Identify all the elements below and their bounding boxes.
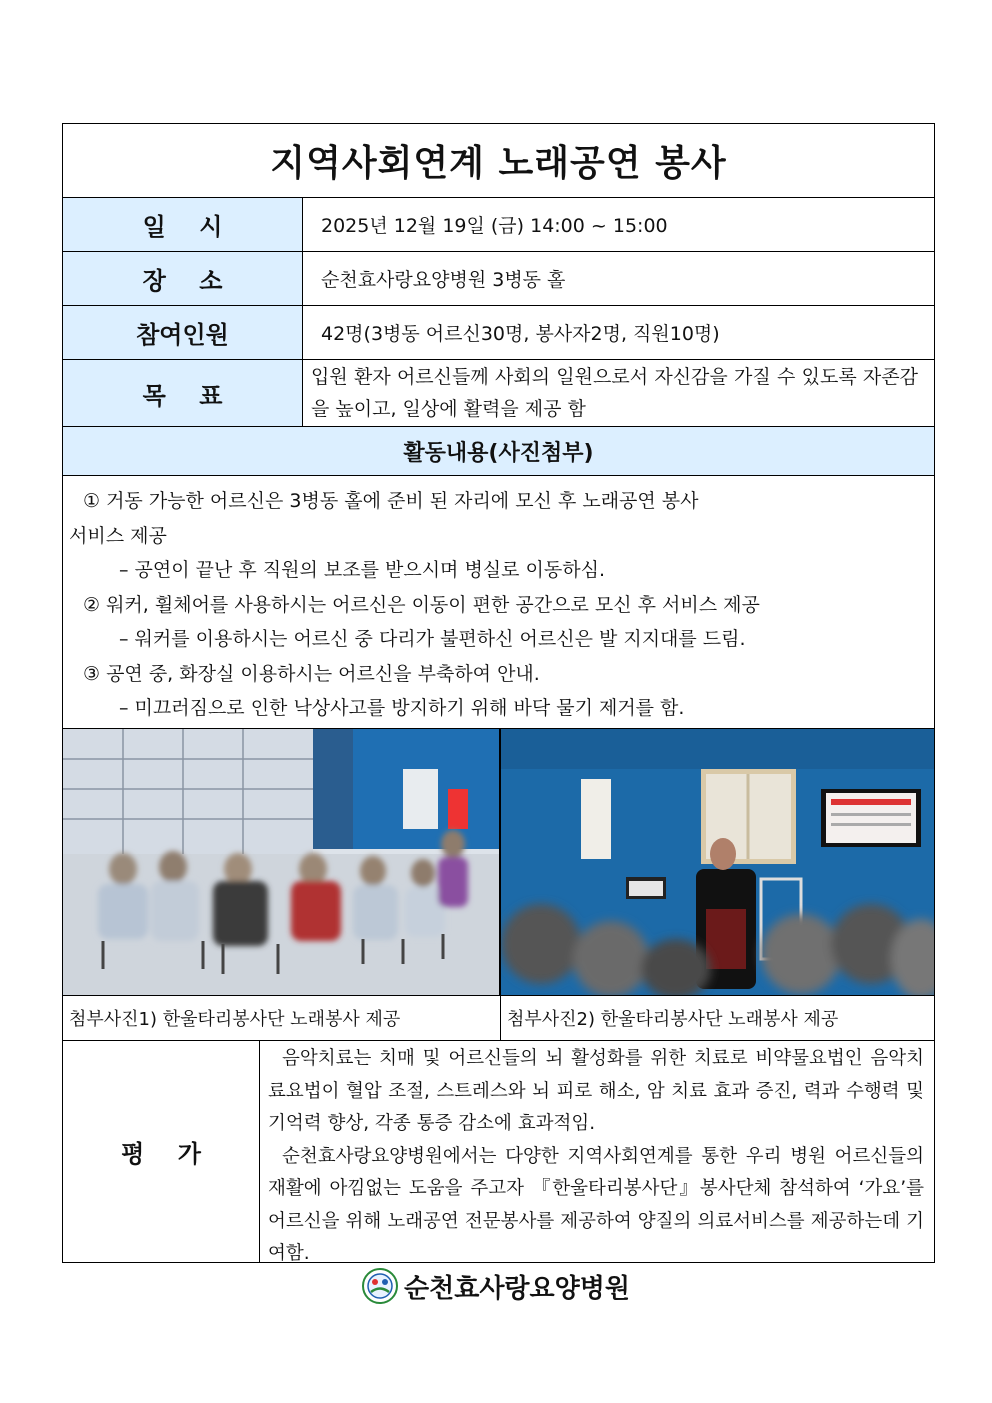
photo2-caption: 첨부사진2) 한울타리봉사단 노래봉사 제공: [507, 1009, 839, 1030]
goal-row: [63, 359, 934, 426]
activity-line: – 공연이 끝난 후 직원의 보조를 받으시며 병실로 이동하심.: [119, 559, 605, 581]
page-title: 지역사회연계 노래공연 봉사: [270, 143, 727, 184]
date-row: [63, 197, 934, 251]
place-label: 장 소: [63, 252, 303, 305]
goal-value: 입원 환자 어르신들께 사회의 일원으로서 자신감을 가질 수 있도록 자존감을 높이고, 일상에 활력을 제공 함: [311, 366, 918, 420]
activity-line: – 미끄러짐으로 인한 낙상사고를 방지하기 위해 바닥 물기 제거를 함.: [119, 697, 685, 719]
evaluation-label: 평 가: [63, 1041, 260, 1262]
date-label: 일 시: [63, 198, 303, 251]
place-value: 순천효사랑요양병원 3병동 홀: [321, 269, 566, 291]
activity-line: 서비스 제공: [69, 524, 167, 547]
people-value: 42명(3병동 어르신30명, 봉사자2명, 직원10명): [321, 323, 720, 345]
evaluation-paragraph: 순천효사랑요양병원에서는 다양한 지역사회연계를 통한 우리 병원 어르신들의 재활에 아낌없는 도움을 주고자 『한울타리봉사단』봉사단체 참석하여 ‘가요’를 어르신을 위해 노래공연 전문봉사를 제공하여 양질의 의료서비스를 제공하는데 기여함.: [268, 1145, 924, 1264]
activity-line: – 워커를 이용하시는 어르신 중 다리가 불편하신 어르신은 발 지지대를 드림.: [119, 628, 746, 650]
place-row: [63, 251, 934, 305]
people-row: [63, 305, 934, 359]
hospital-logo-icon: [362, 1268, 398, 1304]
people-label: 참여인원: [63, 306, 303, 359]
activity-line: ① 거동 가능한 어르신은 3병동 홀에 준비 된 자리에 모신 후 노래공연 봉사: [83, 490, 699, 512]
photo-row: [63, 728, 934, 995]
evaluation-row: [63, 1040, 934, 1262]
caption-row: [63, 995, 934, 1040]
evaluation-text: [260, 1041, 934, 1262]
evaluation-paragraph: 음악치료는 치매 및 어르신들의 뇌 활성화를 위한 치료로 비약물요법인 음악치료요법이 혈압 조절, 스트레스와 뇌 피로 해소, 암 치료 효과 증진, 력과 수행력 및 기억력 향상, 각종 통증 감소에 효과적임.: [268, 1048, 924, 1134]
date-value: 2025년 12월 19일 (금) 14:00 ~ 15:00: [321, 215, 668, 237]
hospital-name: 순천효사랑요양병원: [403, 1273, 631, 1304]
footer: [0, 1266, 992, 1306]
photo1-caption: 첨부사진1) 한울타리봉사단 노래봉사 제공: [63, 996, 501, 1040]
activity-list: [63, 475, 934, 728]
report-document: [62, 123, 935, 1263]
activity-line: ② 워커, 휠체어를 사용하시는 어르신은 이동이 편한 공간으로 모신 후 서비스 제공: [83, 593, 760, 616]
activity-heading: 활동내용(사진첨부): [63, 426, 934, 475]
goal-label: 목 표: [63, 360, 303, 426]
photo-audience: [63, 729, 501, 995]
activity-line: ③ 공연 중, 화장실 이용하시는 어르신을 부축하여 안내.: [83, 662, 540, 685]
photo-performance: [501, 729, 934, 995]
